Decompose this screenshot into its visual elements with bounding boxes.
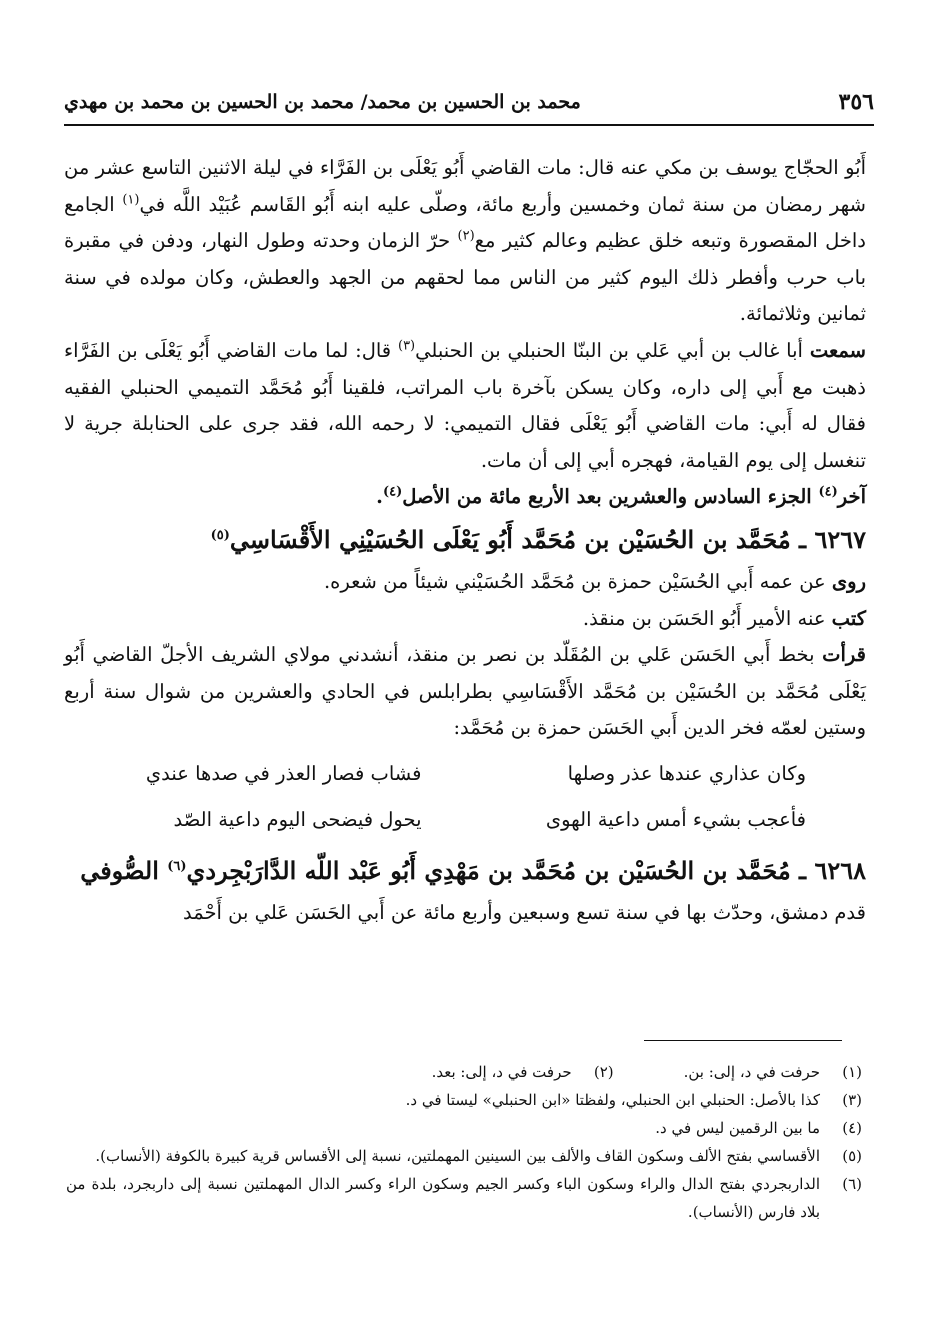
footnote-ref: (٣) [397, 338, 416, 354]
lead-word: كتب [831, 606, 866, 630]
footnote-3: (٣) كذا بالأصل: الحنبلي ابن الحنبلي، ولفظتا «ابن الحنبلي» ليستا في د. [405, 1091, 862, 1109]
footnote-ref: (٤) [818, 484, 838, 500]
footnote-pair [66, 1058, 862, 1086]
verse-second-half: يحول فيضحى اليوم داعية الصّد [173, 807, 422, 831]
main-text [64, 150, 866, 932]
page-number: ٣٥٦ [838, 89, 874, 115]
lead-word: قرأت [822, 643, 866, 667]
footnote-ref: (٦) [167, 858, 187, 874]
footnote-ref: (٢) [457, 228, 475, 244]
verse [94, 797, 806, 843]
paragraph-2: سمعت أبا غالب بن أبي عَلي بن البنّا الحنبلي بن الحنبلي$^{(٣)}$ قال: لما مات القاضي أَبُو يَعْلَى بن الفَرَّاء ذهبت مع أَبي إلى داره، وكان يسكن بآخرة باب المراتب، فلقينا أَبُو مُحَمَّد التميمي الحنبلي الفقيه فقال له أَبي: مات القاضي أَبُو يَعْلَى فقال التميمي: لا رحمه الله، فقد جرى على الحنابلة جرية لا تنغسل إلى يوم القيامة، فهجره أبي إلى أن مات. [64, 338, 866, 472]
verse-first-half: فأعجب بشيء أمس داعية الهوى [545, 807, 806, 831]
footnote-5: (٥) الأقساسي بفتح الألف وسكون القاف والألف بين السينين المهملتين، نسبة إلى الأقساس قرية كبيرة بالكوفة (الأنساب). [95, 1147, 862, 1165]
footnote-rule [644, 1040, 842, 1041]
running-title: محمد بن الحسين بن محمد/ محمد بن الحسين بن محمد بن مهدي [64, 91, 581, 113]
header-rule [64, 124, 874, 126]
footnote-2: (٢) حرفت في د، إلى: بعد. [431, 1063, 614, 1081]
entry-heading-6268: ٦٢٦٨ ـ مُحَمَّد بن الحُسَيْن بن مُحَمَّد بن مَهْدِي أَبُو عَبْد اللّه الدَّارَبْجِردي$^{(٦)}$ الصُّوفي [80, 855, 866, 885]
footnote-ref: (١) [122, 192, 140, 208]
verse [94, 751, 806, 797]
verse-second-half: فشاب فصار العذر في صدها عندي [145, 761, 422, 785]
lead-word: سمعت [809, 338, 866, 362]
footnotes [66, 1058, 862, 1226]
paragraph-3: روى عن عمه أَبي الحُسَيْن حمزة بن مُحَمَّد الحُسَيْني شيئاً من شعره. [323, 569, 866, 593]
footnote-6: (٦) الداربجردي بفتح الدال والراء وسكون الباء وكسر الجيم وسكون الراء وكسر الدال المهملتين نسبة إلى داربجرد، بلدة من بلاد فارس (الأنساب). [66, 1175, 862, 1221]
page-header [64, 84, 874, 120]
paragraph-6: قدم دمشق، وحدّث بها في سنة تسع وسبعين وأربع مائة عن أَبي الحَسَن عَلي بن أَحْمَد [182, 900, 866, 924]
footnote-ref: (٥) [210, 527, 230, 543]
paragraph-5: قرأت بخط أَبي الحَسَن عَلي بن المُقَلّد بن نصر بن منقذ، أنشدني مولاي الشريف الأجلّ القاضي أَبُو يَعْلَى مُحَمَّد بن الحُسَيْن بن مُحَمَّد الأَقْسَاسِي بطرابلس في الحادي والعشرين من شوال سنة أربع وستين لعمّه فخر الدين أَبي الحَسَن حمزة بن مُحَمَّد: [64, 643, 866, 740]
poem [94, 751, 806, 843]
paragraph-4: كتب عنه الأمير أَبُو الحَسَن بن منقذ. [582, 606, 866, 630]
lead-word: روى [831, 569, 866, 593]
verse-first-half: وكان عذاري عندها عذر وصلها [567, 761, 806, 785]
part-end-note: آخر$^{(٤)}$ الجزء السادس والعشرين بعد الأربع مائة من الأصل$^{(٤)}$. [376, 484, 866, 509]
footnote-4: (٤) ما بين الرقمين ليس في د. [655, 1119, 862, 1137]
entry-heading-6267: ٦٢٦٧ ـ مُحَمَّد بن الحُسَيْن بن مُحَمَّد أَبُو يَعْلَى الحُسَيْنِي الأَقْسَاسِي$^{(٥)}$ [210, 524, 866, 554]
footnote-1: (١) حرفت في د، إلى: بن. [683, 1063, 862, 1081]
paragraph-1: أَبُو الحجّاج يوسف بن مكي عنه قال: مات القاضي أَبُو يَعْلَى بن الفَرَّاء في ليلة الاثنين التاسع عشر من شهر رمضان من سنة ثمان وخمسين وأربع مائة، وصلّى عليه ابنه أَبُو القَاسم عُبَيْد اللَّه في$^{(١)}$ الجامع داخل المقصورة وتبعه خلق عظيم وعالم كثير مع$^{(٢)}$ حرّ الزمان وحدته وطول النهار، ودفن في مقبرة باب حرب وأفطر ذلك اليوم كثير من الناس مما لحقهم من الجهد والعطش، وكان مولده في سنة ثمانين وثلاثمائة. [64, 156, 866, 326]
footnote-ref: (٤) [382, 484, 403, 500]
